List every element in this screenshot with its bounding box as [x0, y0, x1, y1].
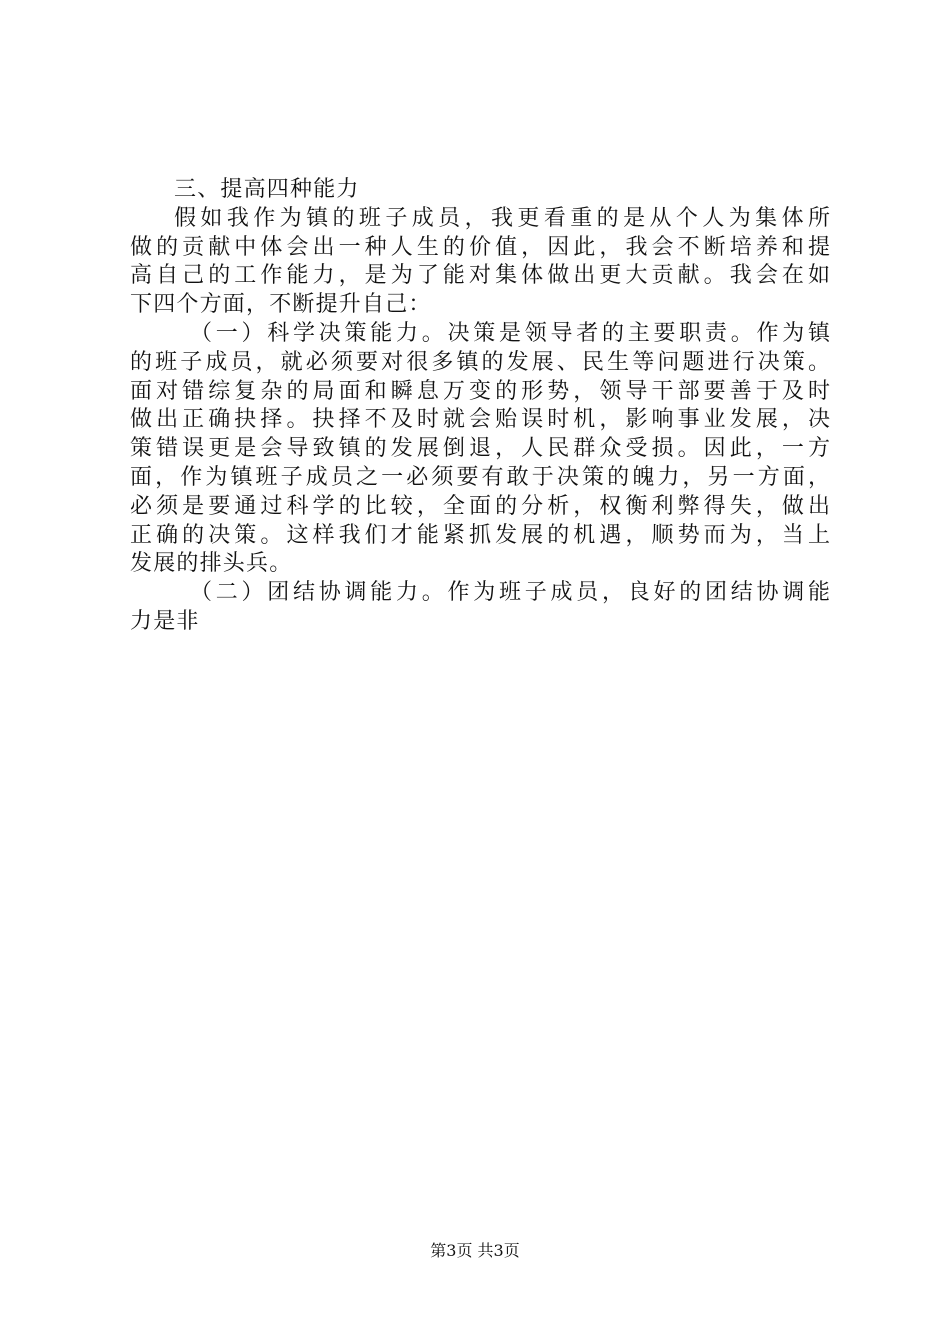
text-line: 假如我作为镇的班子成员，我更看重的是从个人为集体所 — [174, 205, 830, 231]
document-body — [130, 176, 830, 637]
text-line: 做的贡献中体会出一种人生的价值，因此，我会不断培养和提 — [130, 234, 830, 260]
text-line: （二）团结协调能力。作为班子成员，良好的团结协调能 — [190, 580, 830, 606]
text-line: 力是非 — [130, 608, 200, 634]
paragraph-1 — [130, 205, 830, 320]
text-line: 面，作为镇班子成员之一必须要有敢于决策的魄力，另一方面， — [130, 464, 830, 490]
text-line: 的班子成员，就必须要对很多镇的发展、民生等问题进行决策。 — [130, 349, 830, 375]
page-number-footer: 第3页 共3页 — [430, 1241, 520, 1260]
text-line: 面对错综复杂的局面和瞬息万变的形势，领导干部要善于及时 — [130, 378, 830, 404]
text-line: （一）科学决策能力。决策是领导者的主要职责。作为镇 — [190, 320, 830, 346]
text-line: 做出正确抉择。抉择不及时就会贻误时机，影响事业发展，决 — [130, 407, 830, 433]
paragraph-2 — [130, 320, 830, 579]
text-line: 正确的决策。这样我们才能紧抓发展的机遇，顺势而为，当上 — [130, 522, 830, 548]
text-line: 策错误更是会导致镇的发展倒退，人民群众受损。因此，一方 — [130, 436, 830, 462]
text-line: 高自己的工作能力，是为了能对集体做出更大贡献。我会在如 — [130, 263, 830, 289]
text-line: 发展的排头兵。 — [130, 551, 293, 577]
section-heading: 三、提高四种能力 — [174, 177, 360, 202]
text-line: 必须是要通过科学的比较，全面的分析，权衡利弊得失，做出 — [130, 493, 830, 519]
paragraph-3 — [130, 579, 830, 637]
text-line: 下四个方面，不断提升自己： — [130, 292, 432, 318]
